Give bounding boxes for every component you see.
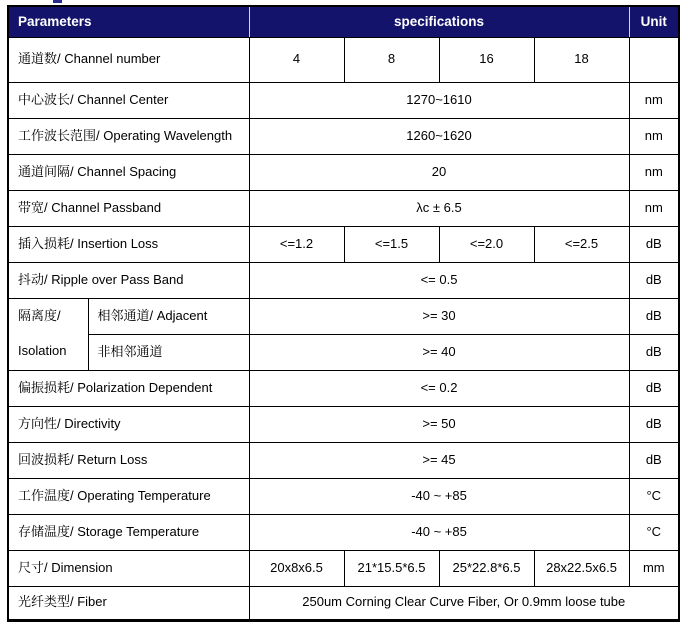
param-label: 插入损耗/ Insertion Loss: [8, 226, 249, 262]
param-label: 抖动/ Ripple over Pass Band: [8, 262, 249, 298]
table-row-channel-center: [8, 82, 679, 118]
table-row-polarization: [8, 370, 679, 406]
cropped-text-artifact: [53, 0, 62, 3]
unit-value: nm: [629, 190, 679, 226]
spec-value: 1260~1620: [249, 118, 629, 154]
unit-value: dB: [629, 262, 679, 298]
table-row-isolation-nonadjacent: [8, 334, 679, 370]
spec-value: <=2.5: [534, 226, 629, 262]
spec-value: >= 50: [249, 406, 629, 442]
header-parameters: Parameters: [8, 6, 249, 37]
table-row-channel-spacing: [8, 154, 679, 190]
spec-value: -40 ~ +85: [249, 478, 629, 514]
param-label: 带宽/ Channel Passband: [8, 190, 249, 226]
spec-value: >= 45: [249, 442, 629, 478]
unit-value: dB: [629, 406, 679, 442]
param-label: 工作温度/ Operating Temperature: [8, 478, 249, 514]
param-label: 通道数/ Channel number: [8, 37, 249, 82]
spec-value: 20x8x6.5: [249, 550, 344, 586]
param-label: 回波损耗/ Return Loss: [8, 442, 249, 478]
unit-value: [629, 37, 679, 82]
table-row-dimension: [8, 550, 679, 586]
spec-value: 1270~1610: [249, 82, 629, 118]
param-label: 通道间隔/ Channel Spacing: [8, 154, 249, 190]
spec-value: >= 30: [249, 298, 629, 334]
spec-value: 250um Corning Clear Curve Fiber, Or 0.9mm loose tube: [249, 586, 679, 620]
param-label: 方向性/ Directivity: [8, 406, 249, 442]
spec-value: 16: [439, 37, 534, 82]
unit-value: mm: [629, 550, 679, 586]
param-group-isolation: [8, 298, 88, 370]
specifications-table: [7, 5, 680, 622]
unit-value: nm: [629, 154, 679, 190]
unit-value: °C: [629, 478, 679, 514]
param-label: 存储温度/ Storage Temperature: [8, 514, 249, 550]
spec-value: 25*22.8*6.5: [439, 550, 534, 586]
table-row-isolation-adjacent: [8, 298, 679, 334]
spec-value: 21*15.5*6.5: [344, 550, 439, 586]
group-label-line2: Isolation: [18, 343, 67, 359]
table-row-directivity: [8, 406, 679, 442]
unit-value: dB: [629, 370, 679, 406]
param-label: 中心波长/ Channel Center: [8, 82, 249, 118]
param-sublabel: 相邻通道/ Adjacent: [88, 298, 249, 334]
table-row-return-loss: [8, 442, 679, 478]
spec-value: <= 0.2: [249, 370, 629, 406]
spec-value: -40 ~ +85: [249, 514, 629, 550]
param-label: 偏振损耗/ Polarization Dependent: [8, 370, 249, 406]
spec-value: λc ± 6.5: [249, 190, 629, 226]
param-label: 工作波长范围/ Operating Wavelength: [8, 118, 249, 154]
header-unit: Unit: [629, 6, 679, 37]
param-label: 尺寸/ Dimension: [8, 550, 249, 586]
spec-value: 20: [249, 154, 629, 190]
table-row-fiber: [8, 586, 679, 620]
table-row-channel-passband: [8, 190, 679, 226]
unit-value: dB: [629, 334, 679, 370]
spec-value: 8: [344, 37, 439, 82]
spec-value: 4: [249, 37, 344, 82]
table-row-ripple: [8, 262, 679, 298]
unit-value: dB: [629, 442, 679, 478]
table-row-channel-number: [8, 37, 679, 82]
header-specifications: specifications: [249, 6, 629, 37]
unit-value: dB: [629, 226, 679, 262]
spec-value: <= 0.5: [249, 262, 629, 298]
unit-value: °C: [629, 514, 679, 550]
table-row-operating-wavelength: [8, 118, 679, 154]
table-row-operating-temperature: [8, 478, 679, 514]
header-row: [8, 6, 679, 37]
param-sublabel: 非相邻通道: [88, 334, 249, 370]
unit-value: nm: [629, 118, 679, 154]
unit-value: nm: [629, 82, 679, 118]
spec-value: 28x22.5x6.5: [534, 550, 629, 586]
spec-value: 18: [534, 37, 629, 82]
group-label-line1: 隔离度/: [18, 308, 61, 324]
spec-value: <=1.5: [344, 226, 439, 262]
spec-value: <=1.2: [249, 226, 344, 262]
table-row-storage-temperature: [8, 514, 679, 550]
spec-value: >= 40: [249, 334, 629, 370]
table-row-insertion-loss: [8, 226, 679, 262]
param-label: 光纤类型/ Fiber: [8, 586, 249, 620]
spec-value: <=2.0: [439, 226, 534, 262]
unit-value: dB: [629, 298, 679, 334]
